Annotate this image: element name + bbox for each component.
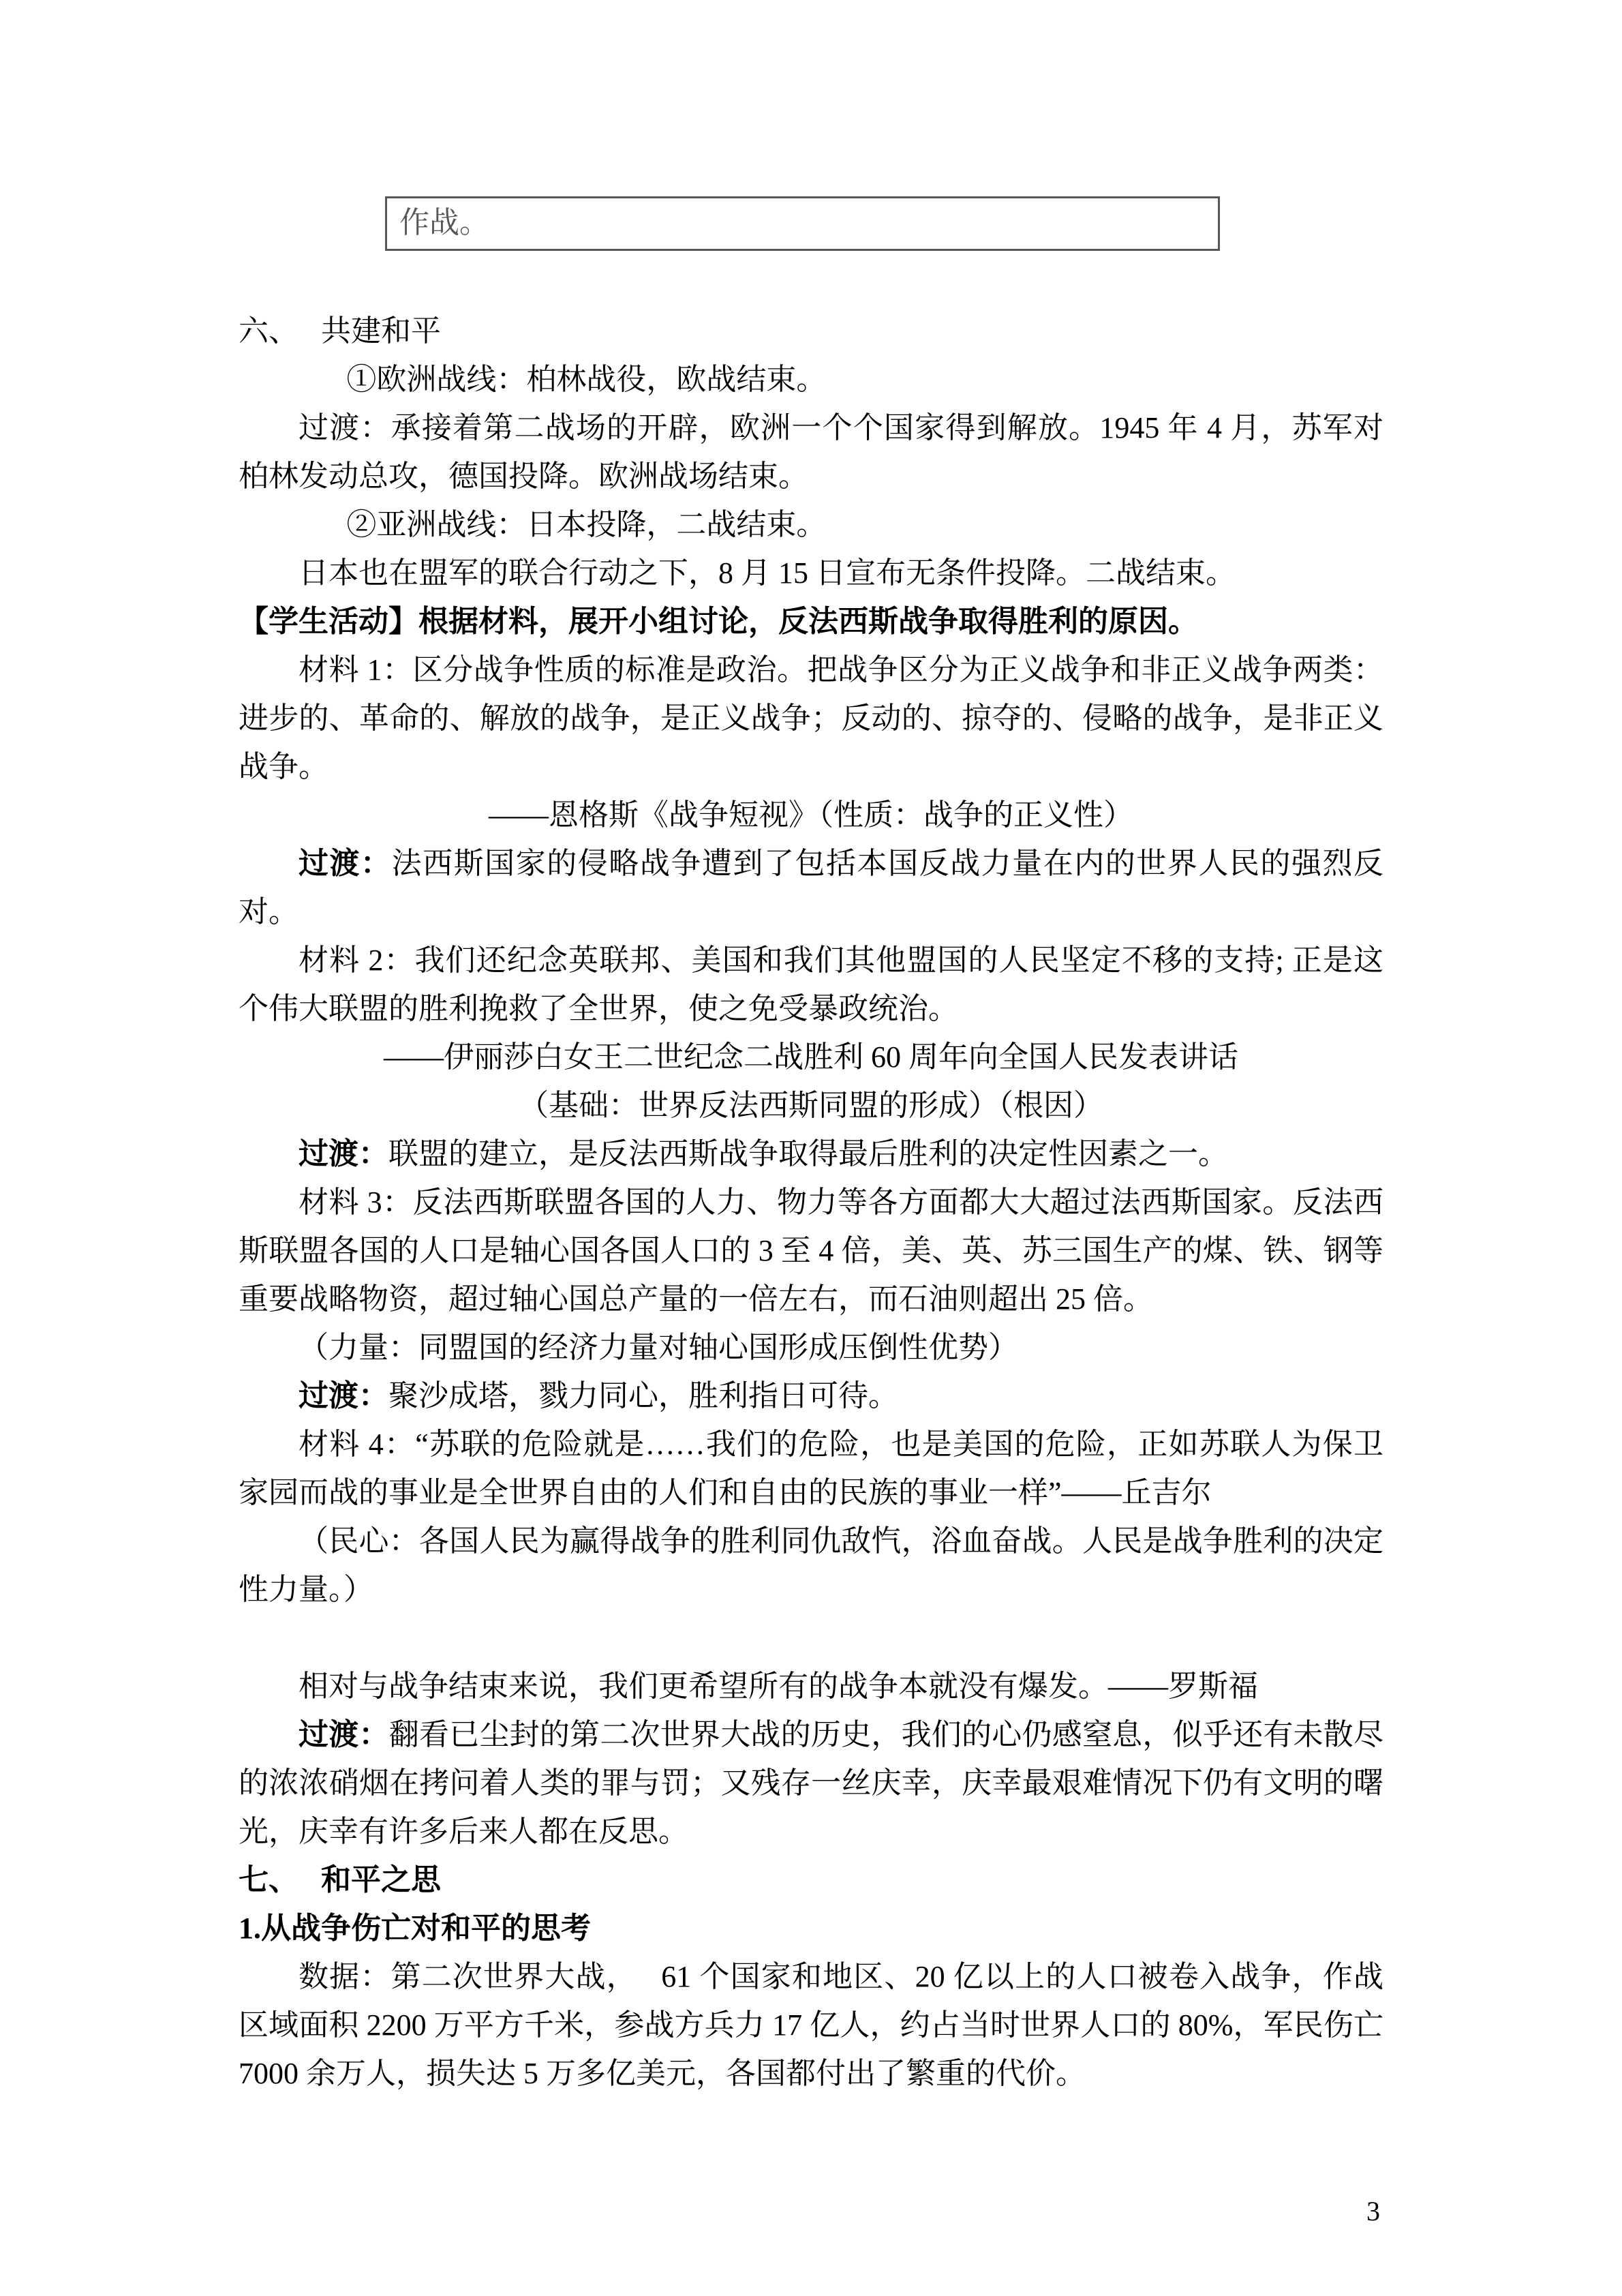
paragraph [239, 1517, 1383, 1614]
text-run: 法西斯国家的侵略战争遭到了包括本国反战力量在内的世界人民的强烈反对。 [239, 847, 1384, 928]
paragraph [239, 1952, 1383, 2098]
paragraph [239, 1420, 1383, 1517]
paragraph [239, 1614, 1383, 1662]
paragraph [239, 355, 1383, 404]
text-run: 过渡：承接着第二战场的开辟，欧洲一个个国家得到解放。1945 年 4 月，苏军对柏林发动总攻，德国投降。欧洲战场结束。 [239, 411, 1383, 493]
bold-text-run: 过渡： [299, 1718, 389, 1751]
page-number: 3 [1366, 2196, 1380, 2226]
paragraph [239, 549, 1383, 597]
text-run: 翻看已尘封的第二次世界大战的历史，我们的心仍感窒息，似乎还有未散尽的浓浓硝烟在拷问着人类的罪与罚；又残存一丝庆幸，庆幸最艰难情况下仍有文明的曙光，庆幸有许多后来人都在反思。 [239, 1718, 1383, 1848]
bold-text-run: 过渡： [299, 1137, 388, 1170]
bold-text-run: 过渡： [299, 1379, 388, 1413]
paragraph [239, 1033, 1383, 1081]
paragraph [239, 1178, 1383, 1323]
paragraph [239, 791, 1383, 839]
text-run: ——伊丽莎白女王二世纪念二战胜利 60 周年向全国人民发表讲话 [384, 1040, 1238, 1074]
text-run: （基础：世界反法西斯同盟的形成）（根因） [519, 1089, 1103, 1122]
text-box [385, 196, 1220, 251]
text-run: 材料 2：我们还纪念英联邦、美国和我们其他盟国的人民坚定不移的支持; 正是这个伟大联盟的胜利挽救了全世界，使之免受暴政统治。 [239, 943, 1383, 1025]
text-box-text: 作战。 [399, 206, 489, 239]
text-run: 相对与战争结束来说，我们更希望所有的战争本就没有爆发。——罗斯福 [299, 1670, 1258, 1703]
paragraph [239, 597, 1383, 646]
paragraph [239, 936, 1383, 1033]
paragraph [239, 1081, 1383, 1130]
text-run: 材料 3：反法西斯联盟各国的人力、物力等各方面都大大超过法西斯国家。反法西斯联盟各国的人口是轴心国各国人口的 3 至 4 倍，美、英、苏三国生产的煤、铁、钢等重要战略物资，超过轴心国总产量的一倍左右，而石油则超出 25 倍。 [239, 1185, 1383, 1316]
text-run: （民心：各国人民为赢得战争的胜利同仇敌忾，浴血奋战。人民是战争胜利的决定性力量。） [239, 1524, 1383, 1606]
bold-text-run: 过渡： [299, 847, 392, 880]
paragraph [239, 646, 1383, 791]
text-run: 六、 共建和平 [239, 314, 441, 348]
paragraph [239, 1710, 1383, 1856]
bold-text-run: 1.从战争伤亡对和平的思考 [239, 1912, 591, 1945]
text-run: 日本也在盟军的联合行动之下，8 月 15 日宣布无条件投降。二战结束。 [299, 556, 1236, 590]
text-run: 联盟的建立，是反法西斯战争取得最后胜利的决定性因素之一。 [388, 1137, 1228, 1170]
text-run: 材料 4：“苏联的危险就是……我们的危险，也是美国的危险，正如苏联人为保卫家园而战的事业是全世界自由的人们和自由的民族的事业一样”——丘吉尔 [239, 1428, 1383, 1509]
bold-text-run: 【学生活动】根据材料，展开小组讨论，反法西斯战争取得胜利的原因。 [239, 605, 1198, 638]
paragraph [239, 1904, 1383, 1952]
paragraph [239, 307, 1383, 355]
text-run: ①欧洲战线：柏林战役，欧战结束。 [346, 363, 827, 396]
paragraph [239, 1662, 1383, 1710]
bold-text-run: 七、 和平之思 [239, 1863, 441, 1897]
text-run: ②亚洲战线：日本投降，二战结束。 [346, 508, 827, 541]
paragraph [239, 1323, 1383, 1372]
text-run: 数据：第二次世界大战， 61 个国家和地区、20 亿以上的人口被卷入战争，作战区域面积 2200 万平方千米，参战方兵力 17 亿人，约占当时世界人口的 80%，军民伤亡 7000 余万人，损失达 5 万多亿美元，各国都付出了繁重的代价。 [239, 1960, 1383, 2090]
paragraph [239, 1130, 1383, 1178]
paragraph [239, 1856, 1383, 1904]
text-run: 聚沙成塔，戮力同心，胜利指日可待。 [388, 1379, 898, 1413]
text-run: 材料 1：区分战争性质的标准是政治。把战争区分为正义战争和非正义战争两类：进步的、革命的、解放的战争，是正义战争；反动的、掠夺的、侵略的战争，是非正义战争。 [239, 653, 1383, 783]
text-run: （力量：同盟国的经济力量对轴心国形成压倒性优势） [299, 1331, 1018, 1364]
paragraph [239, 404, 1383, 500]
paragraph [239, 1372, 1383, 1420]
paragraph [239, 839, 1383, 936]
paragraph [239, 500, 1383, 549]
text-run: ——恩格斯《战争短视》（性质：战争的正义性） [489, 798, 1133, 832]
document-content [239, 196, 1383, 2098]
document-body [239, 307, 1383, 2098]
